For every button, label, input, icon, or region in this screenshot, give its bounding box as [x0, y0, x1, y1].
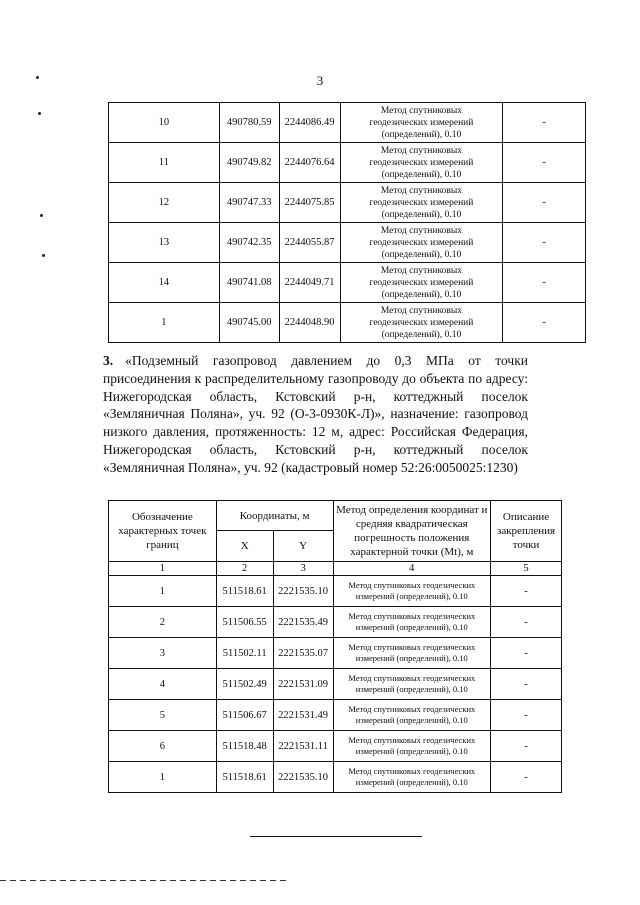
cell-method [333, 762, 490, 793]
method-line: (определений), 0.10 [381, 289, 462, 300]
cell-method [340, 103, 503, 143]
cell-y: 2221531.11 [273, 731, 333, 762]
cell-x: 490745.00 [219, 303, 279, 343]
column-index: 1 [109, 562, 217, 576]
cell-point: 14 [109, 263, 220, 303]
method-line: Метод спутниковых геодезических [348, 580, 476, 590]
signature-line [250, 836, 422, 837]
header-x: X [216, 531, 273, 562]
method-line: (определений), 0.10 [381, 129, 462, 140]
table-row [109, 731, 562, 762]
cell-point: 12 [109, 183, 220, 223]
cell-y: 2244086.49 [279, 103, 340, 143]
cell-x: 511502.49 [216, 669, 273, 700]
column-index: 3 [273, 562, 333, 576]
method-line: Метод спутниковых [380, 305, 462, 316]
table-row [109, 762, 562, 793]
cell-point: 6 [109, 731, 217, 762]
method-line: (определений), 0.10 [381, 209, 462, 220]
cell-method [333, 607, 490, 638]
cell-x: 490742.35 [219, 223, 279, 263]
cell-x: 511518.48 [216, 731, 273, 762]
scan-dot [42, 254, 45, 257]
scan-dot [36, 76, 39, 79]
method-line: измерений (определений), 0.10 [355, 746, 468, 756]
cell-y: 2221535.10 [273, 576, 333, 607]
table-row [109, 183, 586, 223]
cell-x: 511506.67 [216, 700, 273, 731]
cell-y: 2221535.07 [273, 638, 333, 669]
method-line: измерений (определений), 0.10 [355, 653, 468, 663]
cell-y: 2221535.10 [273, 762, 333, 793]
column-index: 5 [491, 562, 562, 576]
method-line: геодезических измерений [369, 197, 474, 208]
scan-dot [40, 214, 43, 217]
cell-description: - [503, 303, 586, 343]
method-line: Метод спутниковых геодезических [348, 611, 476, 621]
method-line: Метод спутниковых [380, 265, 462, 276]
header-coords: Координаты, м [216, 501, 333, 531]
method-line: геодезических измерений [369, 157, 474, 168]
coordinates-table-continued [108, 102, 586, 343]
table-row [109, 607, 562, 638]
cell-y: 2221531.09 [273, 669, 333, 700]
cell-method [333, 669, 490, 700]
cell-point: 3 [109, 638, 217, 669]
cell-point: 5 [109, 700, 217, 731]
method-line: Метод спутниковых геодезических [348, 642, 476, 652]
cell-x: 490741.08 [219, 263, 279, 303]
cell-description: - [491, 669, 562, 700]
cell-description: - [503, 223, 586, 263]
scan-dot [38, 112, 41, 115]
cell-description: - [491, 762, 562, 793]
column-index: 4 [333, 562, 490, 576]
cell-y: 2244055.87 [279, 223, 340, 263]
table-row [109, 223, 586, 263]
section-text: «Подземный газопровод давлением до 0,3 МПа от точки присоединения к распределительному газопроводу до объекта по адресу: Нижегородская область, Кстовский р-н, коттеджный поселок «Земляничная Поляна», уч. 92 (О-3-0930К-Л)», назначение: газопровод низкого давления, протяженность: 12 м, адрес: Российская Федерация, Нижегородская область, Кстовский р-н, коттеджный поселок «Земляничная Поляна», уч. 92 (кадастровый номер 52:26:0050025:1230) [103, 353, 528, 475]
column-index: 2 [216, 562, 273, 576]
table-row [109, 263, 586, 303]
cell-point: 10 [109, 103, 220, 143]
method-line: геодезических измерений [369, 237, 474, 248]
cell-point: 1 [109, 762, 217, 793]
cell-description: - [503, 103, 586, 143]
method-line: измерений (определений), 0.10 [355, 591, 468, 601]
table-row [109, 576, 562, 607]
cell-point: 11 [109, 143, 220, 183]
cell-description: - [503, 183, 586, 223]
method-line: (определений), 0.10 [381, 249, 462, 260]
cell-y: 2244076.64 [279, 143, 340, 183]
table-row [109, 669, 562, 700]
cell-description: - [503, 263, 586, 303]
cell-x: 511518.61 [216, 762, 273, 793]
method-line: геодезических измерений [369, 317, 474, 328]
cell-method [333, 576, 490, 607]
method-line: Метод спутниковых [380, 145, 462, 156]
cell-point: 13 [109, 223, 220, 263]
cell-y: 2244048.90 [279, 303, 340, 343]
table-row [109, 103, 586, 143]
cell-x: 490747.33 [219, 183, 279, 223]
cell-x: 511518.61 [216, 576, 273, 607]
coordinates-table-section-3 [108, 500, 562, 793]
table-row [109, 638, 562, 669]
table-row [109, 700, 562, 731]
method-line: Метод спутниковых [380, 105, 462, 116]
table-row [109, 143, 586, 183]
table-row [109, 303, 586, 343]
method-line: Метод спутниковых [380, 185, 462, 196]
cell-method [340, 183, 503, 223]
cell-x: 511506.55 [216, 607, 273, 638]
cell-method [340, 263, 503, 303]
section-3-paragraph [103, 352, 528, 477]
header-method: Метод определения координат и средняя квадратическая погрешность положения характерной точки (Mt), м [333, 501, 490, 562]
scan-edge [0, 880, 290, 881]
method-line: Метод спутниковых геодезических [348, 766, 476, 776]
page-number: 3 [316, 73, 324, 88]
method-line: измерений (определений), 0.10 [355, 684, 468, 694]
method-line: измерений (определений), 0.10 [355, 777, 468, 787]
cell-description: - [491, 638, 562, 669]
cell-y: 2221535.49 [273, 607, 333, 638]
method-line: Метод спутниковых [380, 225, 462, 236]
cell-description: - [491, 607, 562, 638]
cell-point: 4 [109, 669, 217, 700]
method-line: геодезических измерений [369, 277, 474, 288]
cell-x: 490749.82 [219, 143, 279, 183]
cell-method [340, 223, 503, 263]
method-line: измерений (определений), 0.10 [355, 715, 468, 725]
header-description: Описание закрепления точки [491, 501, 562, 562]
cell-description: - [491, 700, 562, 731]
method-line: измерений (определений), 0.10 [355, 622, 468, 632]
cell-point: 1 [109, 303, 220, 343]
section-number: 3. [103, 353, 114, 368]
cell-description: - [491, 731, 562, 762]
method-line: Метод спутниковых геодезических [348, 704, 476, 714]
method-line: (определений), 0.10 [381, 329, 462, 340]
header-point: Обозначение характерных точек границ [109, 501, 217, 562]
method-line: (определений), 0.10 [381, 169, 462, 180]
method-line: Метод спутниковых геодезических [348, 673, 476, 683]
cell-y: 2221531.49 [273, 700, 333, 731]
cell-x: 490780.59 [219, 103, 279, 143]
method-line: Метод спутниковых геодезических [348, 735, 476, 745]
cell-method [333, 700, 490, 731]
cell-y: 2244049.71 [279, 263, 340, 303]
cell-method [340, 303, 503, 343]
cell-description: - [503, 143, 586, 183]
header-y: Y [273, 531, 333, 562]
cell-y: 2244075.85 [279, 183, 340, 223]
cell-x: 511502.11 [216, 638, 273, 669]
cell-description: - [491, 576, 562, 607]
method-line: геодезических измерений [369, 117, 474, 128]
cell-point: 2 [109, 607, 217, 638]
cell-method [333, 731, 490, 762]
cell-point: 1 [109, 576, 217, 607]
cell-method [333, 638, 490, 669]
cell-method [340, 143, 503, 183]
